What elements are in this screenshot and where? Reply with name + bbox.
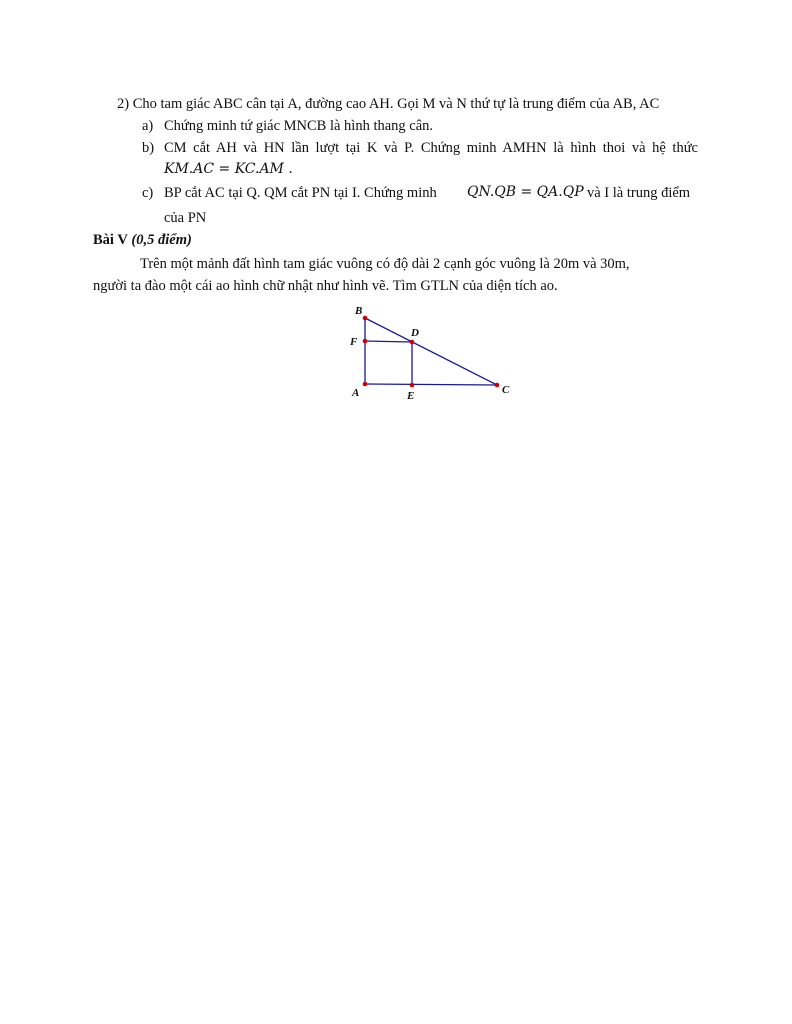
label-b: B bbox=[355, 305, 363, 317]
item-a-text: Chứng minh tứ giác MNCB là hình thang cân. bbox=[164, 118, 434, 134]
item-b-formula: KM.AC = KC.AM . bbox=[164, 161, 293, 177]
point-a bbox=[363, 382, 368, 387]
bai5-title: Bài V bbox=[93, 232, 128, 248]
label-f: F bbox=[350, 336, 358, 348]
segment-ac bbox=[365, 384, 497, 385]
point-f bbox=[363, 339, 368, 344]
segment-bc bbox=[365, 318, 497, 385]
item-b-marker: b) bbox=[142, 140, 155, 156]
item-c-text-2: và I là trung điểm bbox=[587, 185, 691, 201]
point-d bbox=[410, 340, 415, 345]
point-b bbox=[363, 316, 368, 321]
item-c-marker: c) bbox=[142, 185, 154, 201]
item-c-formula: QN.QB = QA.QP bbox=[467, 184, 584, 200]
label-e: E bbox=[407, 390, 415, 402]
point-c bbox=[495, 383, 500, 388]
bai5-line-1: Trên một mảnh đất hình tam giác vuông có độ dài 2 cạnh góc vuông là 20m và 30m, bbox=[140, 256, 630, 272]
item-c-text-1: BP cắt AC tại Q. QM cắt PN tại I. Chứng minh bbox=[164, 185, 437, 201]
item-c-text-3: của PN bbox=[164, 210, 207, 226]
label-c: C bbox=[502, 384, 510, 396]
label-a: A bbox=[352, 387, 360, 399]
item-a-marker: a) bbox=[142, 118, 154, 134]
segment-fd bbox=[365, 341, 412, 342]
item-b-text: CM cắt AH và HN lần lượt tại K và P. Chứng minh AMHN là hình thoi và hệ thức bbox=[164, 140, 698, 156]
problem-2-intro: 2) Cho tam giác ABC cân tại A, đường cao AH. Gọi M và N thứ tự là trung điểm của AB, AC bbox=[117, 96, 660, 112]
bai5-line-2: người ta đào một cái ao hình chữ nhật như hình vẽ. Tìm GTLN của diện tích ao. bbox=[93, 278, 558, 294]
label-d: D bbox=[411, 327, 419, 339]
point-e bbox=[410, 383, 415, 388]
bai5-points: (0,5 điểm) bbox=[131, 232, 192, 248]
